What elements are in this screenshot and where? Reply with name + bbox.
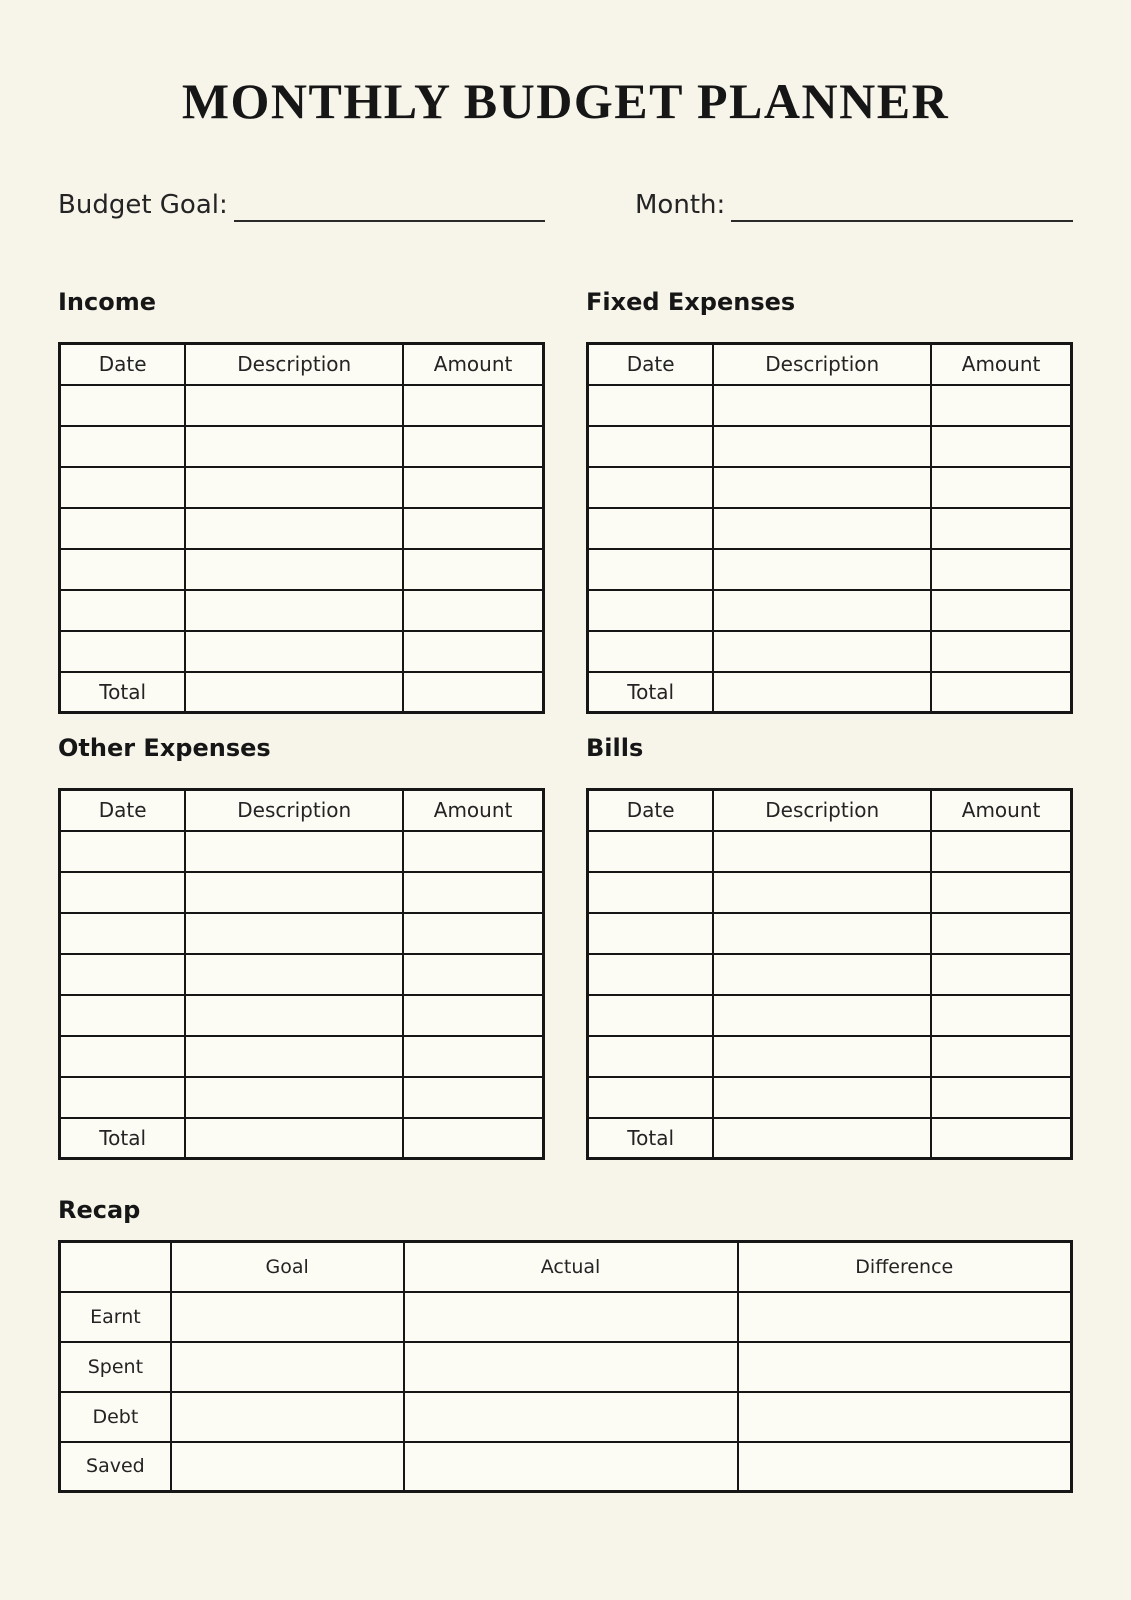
recap-column-header: Goal — [171, 1242, 404, 1292]
column-header: Amount — [931, 790, 1071, 831]
entry-cell[interactable] — [403, 1077, 543, 1118]
income-heading: Income — [58, 288, 157, 316]
total-amount-cell[interactable] — [931, 1118, 1071, 1159]
entry-cell[interactable] — [713, 549, 931, 590]
fixed-expenses-heading: Fixed Expenses — [586, 288, 796, 316]
recap-cell[interactable] — [404, 1342, 738, 1392]
entry-cell[interactable] — [60, 995, 186, 1036]
entry-cell[interactable] — [185, 549, 403, 590]
tables-row-2 — [58, 734, 1073, 1160]
entry-cell[interactable] — [60, 831, 186, 872]
table-row — [588, 872, 1072, 913]
total-label: Total — [60, 672, 186, 713]
fixed-expenses-table — [586, 342, 1073, 714]
entry-cell[interactable] — [403, 549, 543, 590]
recap-row-label: Debt — [60, 1392, 171, 1442]
entry-cell[interactable] — [185, 467, 403, 508]
column-header: Date — [60, 344, 186, 385]
total-entry-cell[interactable] — [185, 672, 403, 713]
other-expenses-section — [58, 734, 545, 1160]
recap-row-label: Saved — [60, 1442, 171, 1492]
table-row — [588, 508, 1072, 549]
table-row — [60, 913, 544, 954]
table-row — [588, 1036, 1072, 1077]
entry-cell[interactable] — [713, 954, 931, 995]
entry-cell[interactable] — [931, 913, 1071, 954]
table-row — [588, 831, 1072, 872]
recap-cell[interactable] — [404, 1392, 738, 1442]
bills-table — [586, 788, 1073, 1160]
recap-cell[interactable] — [171, 1392, 404, 1442]
recap-cell[interactable] — [171, 1442, 404, 1492]
entry-cell[interactable] — [403, 467, 543, 508]
recap-column-header — [60, 1242, 171, 1292]
total-label: Total — [60, 1118, 186, 1159]
entry-cell[interactable] — [60, 508, 186, 549]
entry-cell[interactable] — [403, 426, 543, 467]
entry-cell[interactable] — [60, 590, 186, 631]
table-row — [588, 1077, 1072, 1118]
table-row — [588, 995, 1072, 1036]
entry-cell[interactable] — [931, 385, 1071, 426]
entry-cell[interactable] — [713, 1077, 931, 1118]
table-row — [588, 954, 1072, 995]
tables-row-1 — [58, 288, 1073, 714]
total-amount-cell[interactable] — [931, 672, 1071, 713]
total-row — [60, 1118, 544, 1159]
table-row — [60, 954, 544, 995]
recap-cell[interactable] — [738, 1292, 1072, 1342]
table-row — [60, 508, 544, 549]
entry-cell[interactable] — [713, 995, 931, 1036]
entry-cell[interactable] — [185, 831, 403, 872]
column-header: Amount — [931, 344, 1071, 385]
total-amount-cell[interactable] — [403, 1118, 543, 1159]
table-row — [588, 631, 1072, 672]
entry-cell[interactable] — [185, 913, 403, 954]
entry-cell[interactable] — [403, 631, 543, 672]
recap-row — [60, 1392, 1072, 1442]
entry-cell[interactable] — [403, 954, 543, 995]
entry-cell[interactable] — [713, 631, 931, 672]
bills-heading: Bills — [586, 734, 644, 762]
entry-cell[interactable] — [185, 1077, 403, 1118]
entry-cell[interactable] — [403, 995, 543, 1036]
total-label: Total — [588, 672, 714, 713]
recap-heading: Recap — [58, 1196, 141, 1224]
month-field — [635, 188, 1073, 222]
entry-cell[interactable] — [931, 590, 1071, 631]
entry-cell[interactable] — [60, 631, 186, 672]
entry-cell[interactable] — [60, 426, 186, 467]
page-title: MONTHLY BUDGET PLANNER — [181, 73, 950, 129]
total-entry-cell[interactable] — [185, 1118, 403, 1159]
entry-cell[interactable] — [403, 508, 543, 549]
recap-cell[interactable] — [738, 1342, 1072, 1392]
entry-cell[interactable] — [588, 590, 714, 631]
recap-section — [58, 1240, 1073, 1493]
entry-cell[interactable] — [713, 913, 931, 954]
table-row — [60, 872, 544, 913]
table-row — [60, 590, 544, 631]
table-row — [60, 467, 544, 508]
entry-cell[interactable] — [60, 954, 186, 995]
entry-cell[interactable] — [185, 590, 403, 631]
recap-row-label: Earnt — [60, 1292, 171, 1342]
table-row — [60, 426, 544, 467]
entry-cell[interactable] — [931, 954, 1071, 995]
entry-cell[interactable] — [588, 426, 714, 467]
entry-cell[interactable] — [588, 631, 714, 672]
entry-cell[interactable] — [185, 1036, 403, 1077]
entry-cell[interactable] — [931, 1077, 1071, 1118]
other-expenses-table — [58, 788, 545, 1160]
month-label: Month: — [635, 190, 726, 220]
header-row — [60, 790, 544, 831]
entry-cell[interactable] — [713, 467, 931, 508]
recap-row — [60, 1442, 1072, 1492]
recap-row — [60, 1292, 1072, 1342]
entry-cell[interactable] — [185, 385, 403, 426]
entry-cell[interactable] — [403, 831, 543, 872]
table-row — [60, 1077, 544, 1118]
header-row — [60, 344, 544, 385]
column-header: Date — [588, 790, 714, 831]
recap-column-header: Actual — [404, 1242, 738, 1292]
entry-cell[interactable] — [713, 872, 931, 913]
table-row — [588, 549, 1072, 590]
income-section — [58, 288, 545, 714]
entry-cell[interactable] — [60, 1077, 186, 1118]
entry-cell[interactable] — [60, 872, 186, 913]
entry-cell[interactable] — [588, 385, 714, 426]
column-header: Date — [588, 344, 714, 385]
entry-cell[interactable] — [185, 426, 403, 467]
entry-cell[interactable] — [185, 954, 403, 995]
entry-cell[interactable] — [185, 995, 403, 1036]
entry-cell[interactable] — [588, 831, 714, 872]
total-row — [588, 1118, 1072, 1159]
table-row — [60, 1036, 544, 1077]
entry-cell[interactable] — [185, 508, 403, 549]
table-row — [60, 831, 544, 872]
entry-cell[interactable] — [60, 1036, 186, 1077]
entry-cell[interactable] — [713, 590, 931, 631]
table-row — [588, 467, 1072, 508]
recap-row — [60, 1342, 1072, 1392]
budget-goal-input-line[interactable] — [234, 220, 545, 222]
entry-cell[interactable] — [60, 913, 186, 954]
entry-cell[interactable] — [713, 385, 931, 426]
column-header: Date — [60, 790, 186, 831]
entry-cell[interactable] — [60, 467, 186, 508]
recap-cell[interactable] — [738, 1442, 1072, 1492]
column-header: Description — [713, 344, 931, 385]
recap-cell[interactable] — [171, 1342, 404, 1392]
column-header: Description — [185, 344, 403, 385]
month-input-line[interactable] — [731, 220, 1073, 222]
table-row — [588, 385, 1072, 426]
entry-cell[interactable] — [588, 1077, 714, 1118]
recap-cell[interactable] — [738, 1392, 1072, 1442]
fields-spacer — [545, 188, 635, 222]
entry-cell[interactable] — [588, 1036, 714, 1077]
entry-cell[interactable] — [931, 467, 1071, 508]
entry-cell[interactable] — [931, 995, 1071, 1036]
header-row — [588, 344, 1072, 385]
budget-goal-field — [58, 188, 545, 222]
entry-cell[interactable] — [588, 467, 714, 508]
budget-goal-label: Budget Goal: — [58, 190, 228, 220]
column-header: Amount — [403, 344, 543, 385]
total-entry-cell[interactable] — [713, 1118, 931, 1159]
column-header: Amount — [403, 790, 543, 831]
entry-cell[interactable] — [403, 913, 543, 954]
entry-cell[interactable] — [588, 549, 714, 590]
entry-cell[interactable] — [588, 872, 714, 913]
recap-cell[interactable] — [404, 1442, 738, 1492]
table-row — [588, 913, 1072, 954]
recap-row-label: Spent — [60, 1342, 171, 1392]
recap-column-header: Difference — [738, 1242, 1072, 1292]
table-row — [588, 426, 1072, 467]
entry-cell[interactable] — [60, 549, 186, 590]
table-row — [60, 631, 544, 672]
total-amount-cell[interactable] — [403, 672, 543, 713]
column-header: Description — [185, 790, 403, 831]
entry-cell[interactable] — [713, 1036, 931, 1077]
total-label: Total — [588, 1118, 714, 1159]
income-table — [58, 342, 545, 714]
recap-cell[interactable] — [404, 1292, 738, 1342]
table-row — [588, 590, 1072, 631]
column-header: Description — [713, 790, 931, 831]
table-row — [60, 549, 544, 590]
bills-section — [586, 734, 1073, 1160]
entry-cell[interactable] — [588, 954, 714, 995]
header-row — [588, 790, 1072, 831]
recap-table — [58, 1240, 1073, 1493]
fixed-expenses-section — [586, 288, 1073, 714]
total-row — [588, 672, 1072, 713]
entry-cell[interactable] — [931, 508, 1071, 549]
entry-cell[interactable] — [713, 831, 931, 872]
entry-cell[interactable] — [60, 385, 186, 426]
entry-cell[interactable] — [931, 426, 1071, 467]
table-row — [60, 995, 544, 1036]
total-entry-cell[interactable] — [713, 672, 931, 713]
recap-cell[interactable] — [171, 1292, 404, 1342]
entry-cell[interactable] — [185, 872, 403, 913]
header-row — [60, 1242, 1072, 1292]
entry-cell[interactable] — [403, 590, 543, 631]
entry-cell[interactable] — [403, 872, 543, 913]
entry-cell[interactable] — [403, 1036, 543, 1077]
entry-cell[interactable] — [931, 1036, 1071, 1077]
entry-cell[interactable] — [931, 872, 1071, 913]
header-fields — [58, 188, 1073, 222]
entry-cell[interactable] — [713, 426, 931, 467]
entry-cell[interactable] — [403, 385, 543, 426]
entry-cell[interactable] — [185, 631, 403, 672]
entry-cell[interactable] — [931, 831, 1071, 872]
entry-cell[interactable] — [588, 913, 714, 954]
entry-cell[interactable] — [931, 631, 1071, 672]
entry-cell[interactable] — [588, 508, 714, 549]
other-expenses-heading: Other Expenses — [58, 734, 271, 762]
entry-cell[interactable] — [713, 508, 931, 549]
total-row — [60, 672, 544, 713]
entry-cell[interactable] — [588, 995, 714, 1036]
table-row — [60, 385, 544, 426]
entry-cell[interactable] — [931, 549, 1071, 590]
